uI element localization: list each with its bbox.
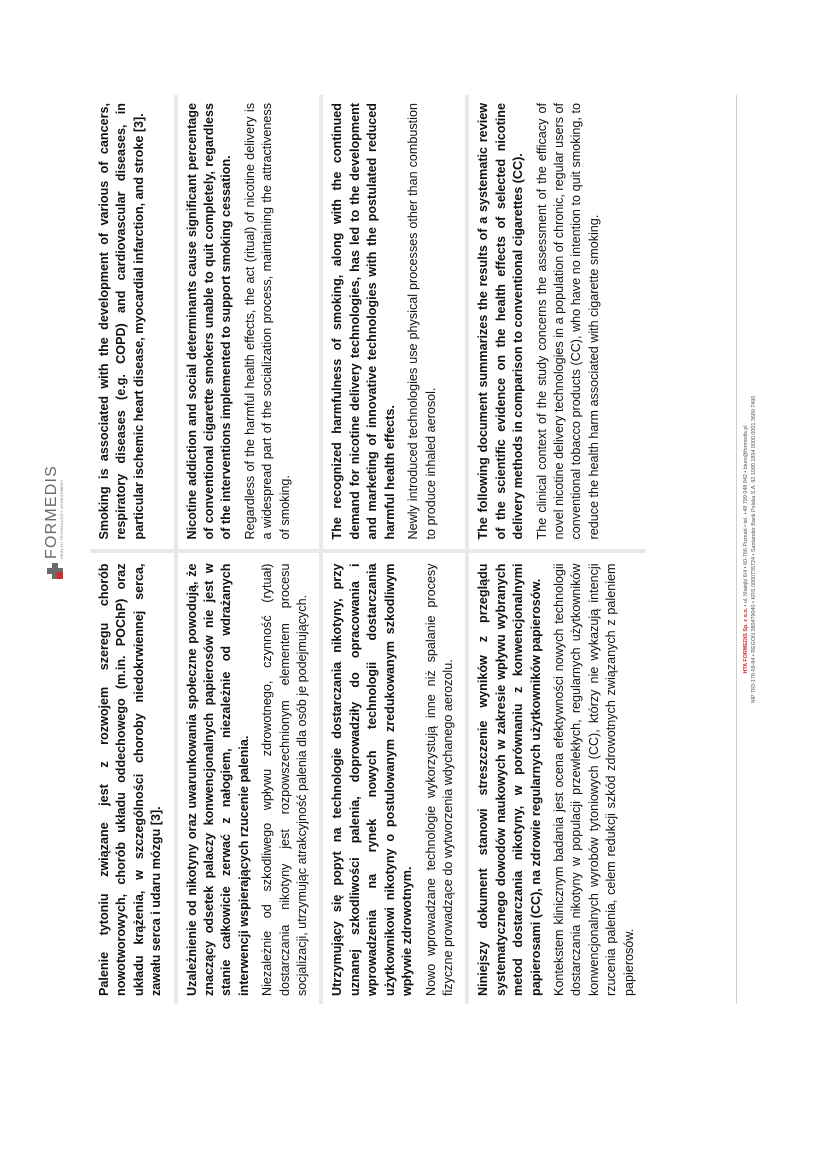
polish-cell	[323, 550, 465, 1005]
key-statement: Nicotine addiction and social determinants cause significant percentage of conventional cigarette smokers unable to quit completely, regardless of the interventions implemented to support smoking cessation.	[184, 103, 234, 540]
key-statement: Palenie tytoniu związane jest z rozwojem szeregu chorób nowotworowych, chorób układu oddechowego (m.in. POChP) oraz układu krążenia, w szczególności choroby niedokrwiennej serca, zawału serca i udaru mózgu [3].	[97, 563, 164, 996]
footer	[742, 95, 758, 1004]
footer-divider	[736, 95, 737, 1004]
paragraph: Regardless of the harmful health effects, the act (ritual) of nicotine delivery is a widespread part of the socialization process, maintaining the attractiveness of smoking.	[242, 103, 292, 540]
cross-logo-icon	[47, 563, 63, 579]
paragraph: Niezależnie od szkodliwego wpływu zdrowotnego, czynność (rytuał) dostarczania nikotyny jest rozpowszechnionym elementem procesu socjalizacji, utrzymując atrakcyjność palenia dla osób je podejmujących.	[260, 563, 310, 996]
key-statement: Niniejszy dokument stanowi streszczenie wyników z przeglądu systematycznego dowodów naukowych w zakresie wpływu wybranych metod dostarczania nikotyny, w porównaniu z konwencjonalnymi papierosami (CC), na zdrowie regularnych użytkowników papierosów.	[476, 563, 543, 996]
logo-brand: FORMEDIS	[43, 464, 60, 559]
footer-registry: NIP 783-178-09-84 • REGON 380479040 • KRS 0000735724 • Santander Bank Polska S.A. 92 1090 1854 0000 0001 3689 7490	[751, 395, 757, 704]
polish-cell	[178, 550, 320, 1005]
table-row	[178, 95, 324, 1004]
english-cell	[323, 95, 465, 550]
key-statement: Utrzymujący się popyt na technologie dostarczania nikotyny, przy uznanej szkodliwości palenia, doprowadziły do opracowania i wprowadzenia na rynek nowych technologii dostarczania użytkownikowi nikotyny o postulowanym zredukowanym szkodliwym wpływie zdrowotnym.	[330, 563, 415, 996]
key-statement: Uzależnienie od nikotyny oraz uwarunkowania społeczne powodują, że znaczący odsetek palaczy konwencjonalnych papierosów nie jest w stanie całkowicie zerwać z nałogiem, niezależnie od wdrażanych interwencji wspierających rzucenie palenia.	[184, 563, 251, 996]
key-statement: The following document summarizes the results of a systematic review of the scientific evidence on the health effects of selected nicotine delivery methods in comparison to conventional cigarettes (CC).	[476, 103, 526, 540]
paragraph: Nowo wprowadzane technologie wykorzystują inne niż spalanie procesy fizyczne prowadzące do wytworzenia wdychanego aerozolu.	[423, 563, 455, 996]
english-cell	[90, 95, 174, 550]
footer-address: • ul. Matejki 6/4 • 60-766 Poznań • tel. +48 799 048 842 • biuro@formedis.pl	[743, 425, 749, 608]
key-statement: Smoking is associated with the development of various of cancers, respiratory diseases (e.g. COPD) and cardiovascular diseases, in particular ischemic heart disease, myocardial infarction, and stroke [3].	[97, 103, 146, 540]
table-row	[90, 95, 178, 1004]
polish-cell	[90, 550, 174, 1005]
english-cell	[178, 95, 320, 550]
table-row	[469, 95, 646, 1004]
formedis-logo	[45, 465, 64, 579]
logo-tagline: HEALTH TECHNOLOGY ASSESSMENT	[60, 478, 64, 559]
paragraph: The clinical context of the study concerns the assessment of the efficacy of novel nicotine delivery technologies in a population of chronic, regular users of conventional tobacco products (CC), who have no intention to quit smoking, to reduce the health harm associated with cigarette smoking.	[534, 103, 601, 540]
footer-company: HTA FORMEDIS Sp. z o.o.	[743, 607, 749, 674]
paragraph: Newly introduced technologies use physical processes other than combustion to produce inhaled aerosol.	[406, 103, 438, 540]
bilingual-summary-table	[90, 95, 646, 1004]
english-cell	[469, 95, 646, 550]
polish-cell	[469, 550, 646, 1005]
table-row	[323, 95, 469, 1004]
paragraph: Kontekstem klinicznym badania jest ocena efektywności nowych technologii dostarczania nikotyny w populacji przewlekłych, regularnych użytkowników konwencjonalnych wyrobów tytoniowych (CC), którzy nie wykazują intencji rzucenia palenia, celem redukcji szkód zdrowotnych związanych z paleniem papierosów.	[551, 563, 636, 996]
key-statement: The recognized harmfulness of smoking, along with the continued demand for nicotine delivery technologies, has led to the development and marketing of innovative technologies with the postulated reduced harmful health effects.	[330, 103, 397, 540]
